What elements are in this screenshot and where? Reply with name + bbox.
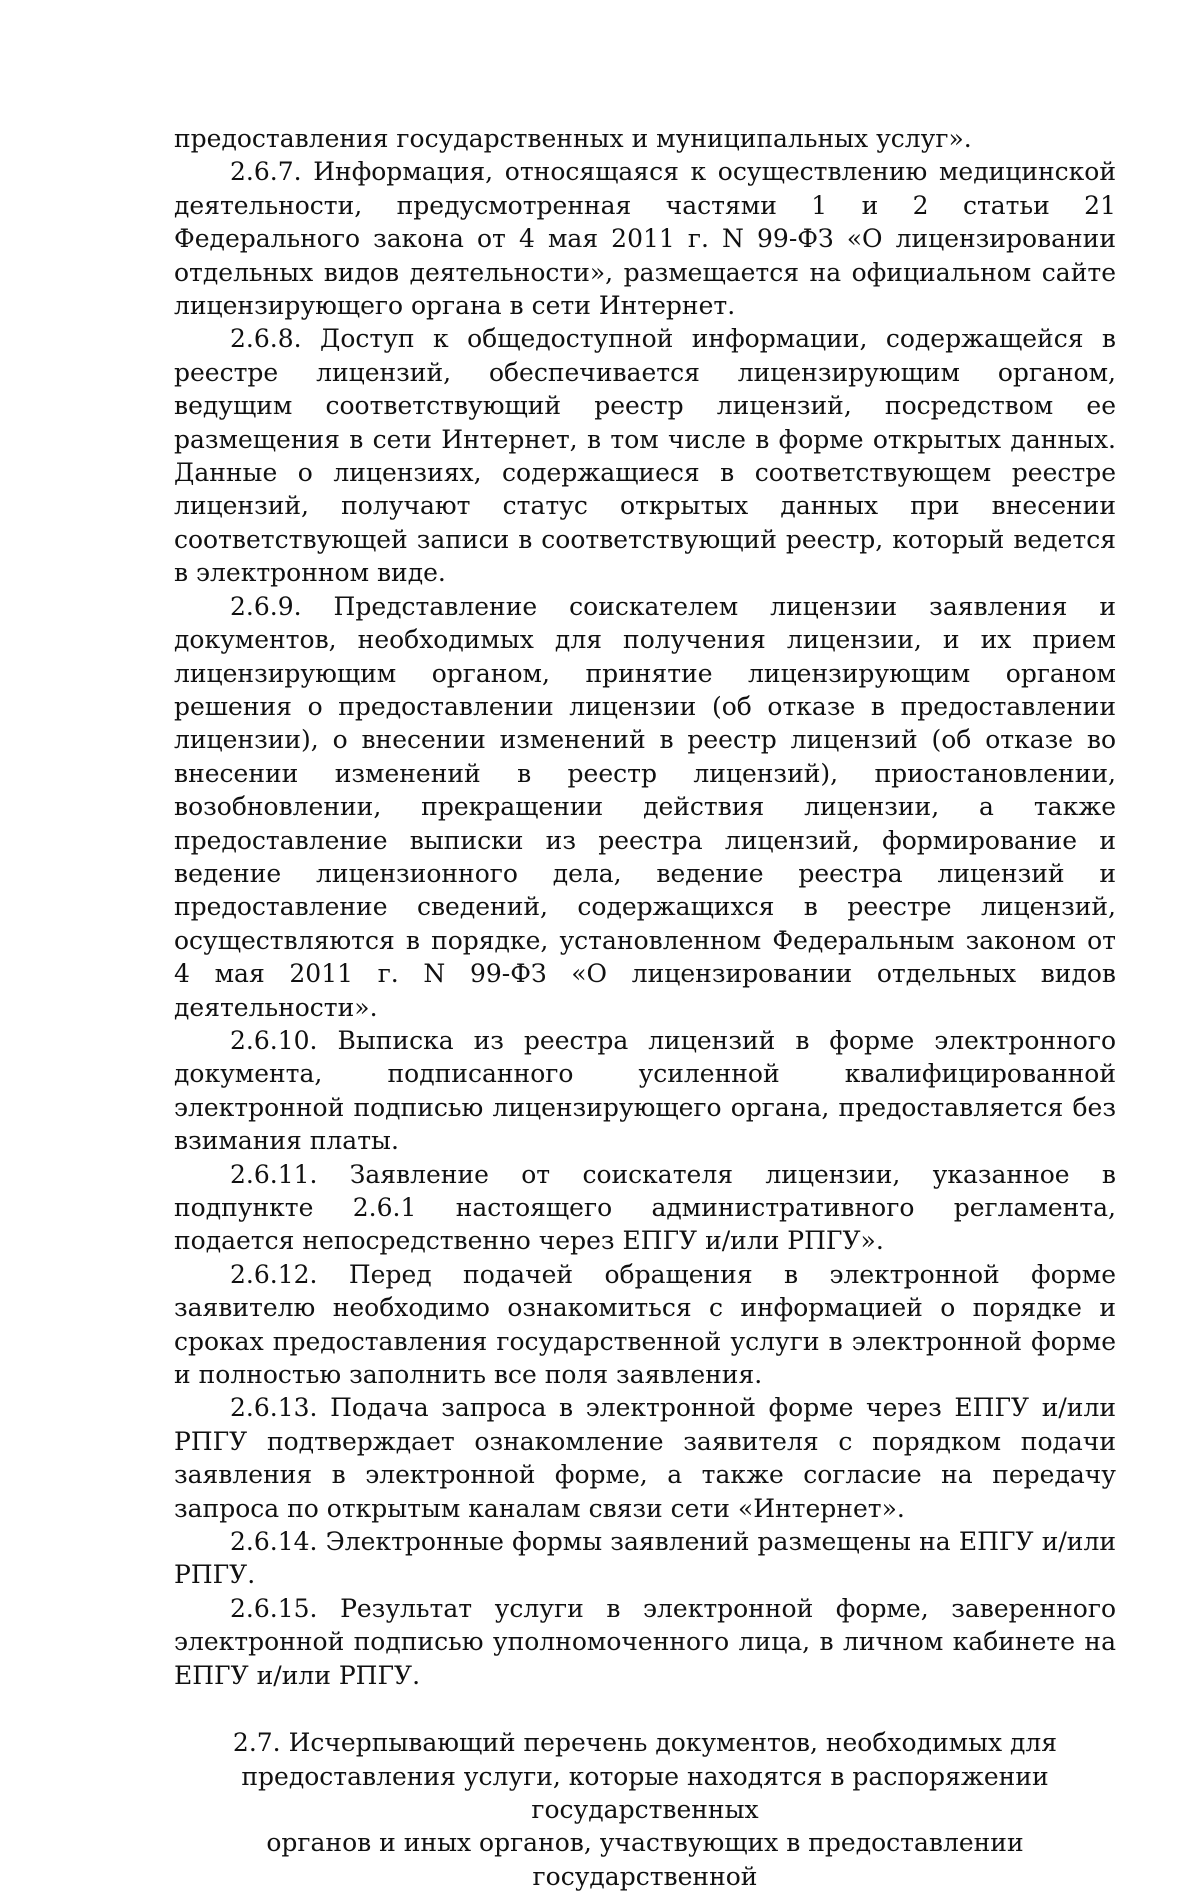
heading-line: 2.7. Исчерпывающий перечень документов, необходимых для [232,1728,1058,1758]
paragraph-2-6-15: 2.6.15. Результат услуги в электронной форме, заверенного электронной подписью уполномоченного лица, в личном кабинете на ЕПГУ и/или РПГУ. [174,1593,1116,1690]
paragraph-2-6-12: 2.6.12. Перед подачей обращения в электронной форме заявителю необходимо ознакомиться с информацией о порядке и сроках предоставления государственной услуги в электронной форме и полностью заполнить все поля заявления. [174,1259,1116,1390]
document-page [174,122,1116,1893]
paragraph-2-6-11: 2.6.11. Заявление от соискателя лицензии, указанное в подпункте 2.6.1 настоящего административного регламента, подается непосредственно через ЕПГУ и/или РПГУ». [174,1159,1116,1256]
paragraph-2-6-9: 2.6.9. Представление соискателем лицензии заявления и документов, необходимых для получения лицензии, и их прием лицензирующим органом, принятие лицензирующим органом решения о предоставлении лицензии (об отказе в предоставлении лицензии), о внесении изменений в реестр лицензий (об отказе во внесении изменений в реестр лицензий), приостановлении, возобновлении, прекращении действия лицензии, а также предоставление выписки из реестра лицензий, формирование и ведение лицензионного дела, ведение реестра лицензий и предоставление сведений, содержащихся в реестре лицензий, осуществляются в порядке, установленном Федеральным законом от 4 мая 2011 г. N 99-ФЗ «О лицензировании отдельных видов деятельности». [174,591,1116,1022]
paragraph-2-6-10: 2.6.10. Выписка из реестра лицензий в форме электронного документа, подписанного усиленной квалифицированной электронной подписью лицензирующего органа, предоставляется без взимания платы. [174,1025,1116,1156]
paragraph-2-6-7: 2.6.7. Информация, относящаяся к осуществлению медицинской деятельности, предусмотренная частями 1 и 2 статьи 21 Федерального закона от 4 мая 2011 г. N 99-ФЗ «О лицензировании отдельных видов деятельности», размещается на официальном сайте лицензирующего органа в сети Интернет. [174,157,1116,321]
section-heading-2-7 [174,1726,1116,1893]
heading-line: предоставления услуги, которые находятся в распоряжении государственных [241,1761,1049,1824]
paragraph-2-6-14: 2.6.14. Электронные формы заявлений размещены на ЕПГУ и/или РПГУ. [174,1527,1116,1590]
paragraph-continuation: предоставления государственных и муниципальных услуг». [174,124,972,153]
paragraph-2-6-8: 2.6.8. Доступ к общедоступной информации, содержащейся в реестре лицензий, обеспечивается лицензирующим органом, ведущим соответствующий реестр лицензий, посредством ее размещения в сети Интернет, в том числе в форме открытых данных. Данные о лицензиях, содержащиеся в соответствующем реестре лицензий, получают статус открытых данных при внесении соответствующей записи в соответствующий реестр, который ведется в электронном виде. [174,324,1116,588]
paragraph-2-6-13: 2.6.13. Подача запроса в электронной форме через ЕПГУ и/или РПГУ подтверждает ознакомление заявителя с порядком подачи заявления в электронной форме, а также согласие на передачу запроса по открытым каналам связи сети «Интернет». [174,1393,1116,1523]
heading-line: органов и иных органов, участвующих в предоставлении государственной [266,1828,1024,1891]
